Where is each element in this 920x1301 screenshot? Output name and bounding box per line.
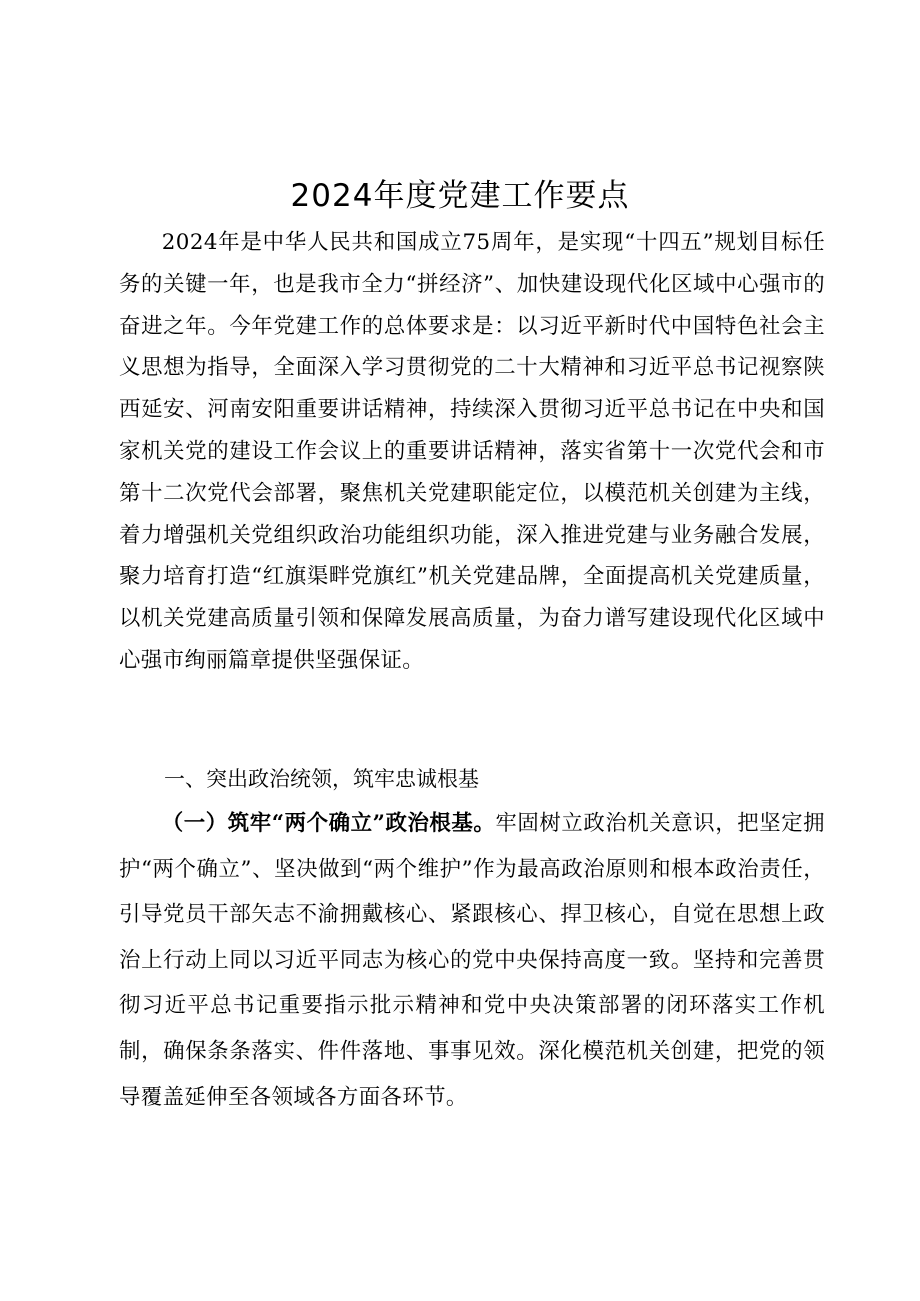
document-title: 2024年度党建工作要点 [290, 178, 630, 214]
paragraph-text: 牢固树立政治机关意识，把坚定拥护“两个确立”、坚决做到“两个维护”作为最高政治原则和根本政治责任，引导党员干部矢志不渝拥戴核心、紧跟核心、捍卫核心，自觉在思想上政治上行动上同以习近平同志为核心的党中央保持高度一致。坚持和完善贯彻习近平总书记重要指示批示精神和党中央决策部署的闭环落实工作机制，确保条条落实、件件落地、事事见效。深化模范机关创建，把党的领导覆盖延伸至各领域各方面各环节。 [119, 811, 825, 1110]
section-paragraph [119, 801, 825, 1120]
paragraph-lead: （一）筑牢“两个确立”政治根基。 [161, 811, 496, 836]
section-heading: 一、突出政治统领，筑牢忠诚根基 [164, 767, 479, 791]
intro-paragraph: 2024年是中华人民共和国成立75周年，是实现“十四五”规划目标任务的关键一年，也是我市全力“拼经济”、加快建设现代化区域中心强市的奋进之年。今年党建工作的总体要求是：以习近平新时代中国特色社会主义思想为指导，全面深入学习贯彻党的二十大精神和习近平总书记视察陕西延安、河南安阳重要讲话精神，持续深入贯彻习近平总书记在中央和国家机关党的建设工作会议上的重要讲话精神，落实省第十一次党代会和市第十二次党代会部署，聚焦机关党建职能定位，以模范机关创建为主线，着力增强机关党组织政治功能组织功能，深入推进党建与业务融合发展，聚力培育打造“红旗渠畔党旗红”机关党建品牌，全面提高机关党建质量，以机关党建高质量引领和保障发展高质量，为奋力谱写建设现代化区域中心强市绚丽篇章提供坚强保证。 [119, 230, 825, 673]
